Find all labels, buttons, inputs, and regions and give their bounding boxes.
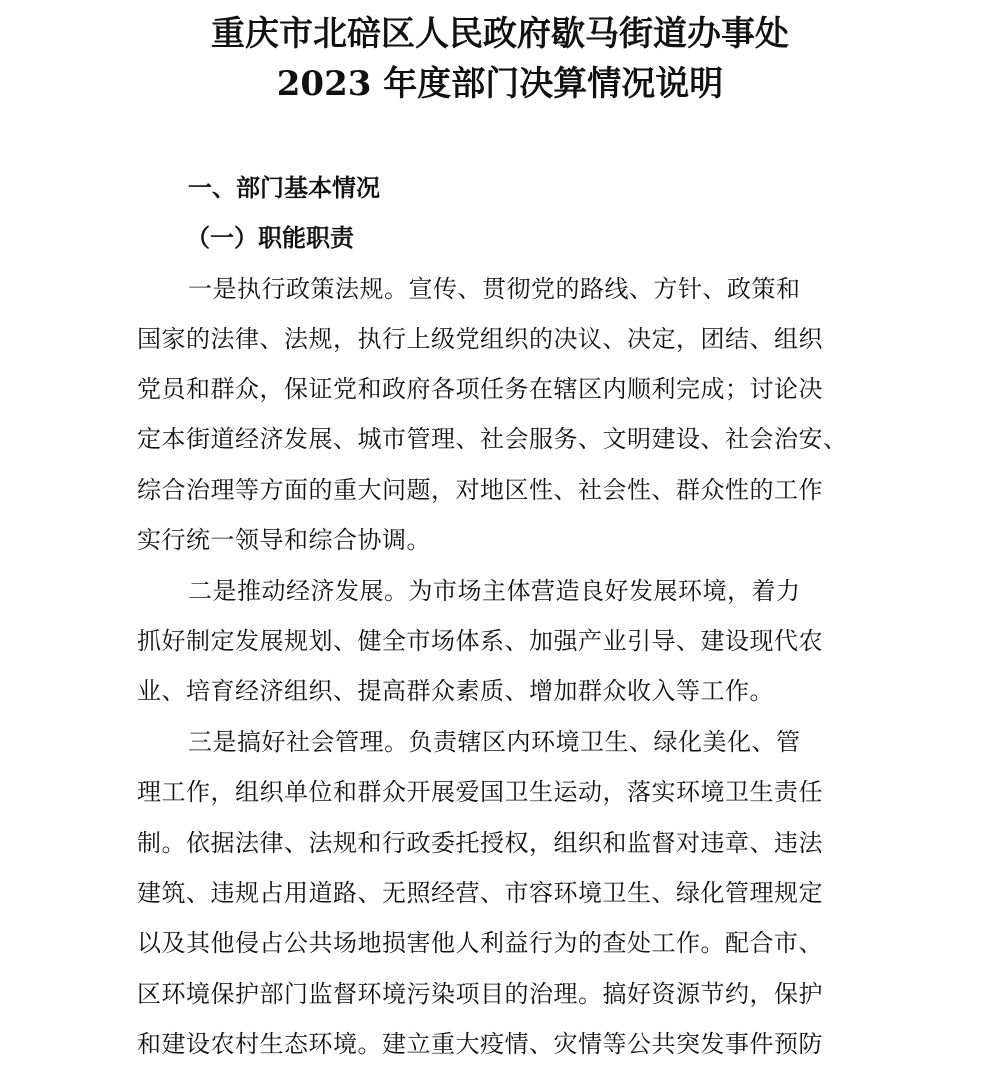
- paragraph-line: 实行统一领导和综合协调。: [137, 526, 431, 554]
- paragraph-line: 定本街道经济发展、城市管理、社会服务、文明建设、社会治安、: [137, 425, 848, 453]
- paragraph-line: 国家的法律、法规，执行上级党组织的决议、决定，团结、组织: [137, 325, 823, 353]
- paragraph-line: 理工作，组织单位和群众开展爱国卫生运动，落实环境卫生责任: [137, 778, 823, 806]
- section-heading-basic-info: 一、部门基本情况: [188, 174, 380, 202]
- document-title-line2: 2023 年度部门决算情况说明: [276, 64, 724, 104]
- paragraph-line: 业、培育经济组织、提高群众素质、增加群众收入等工作。: [137, 677, 774, 705]
- paragraph-line: 抓好制定发展规划、健全市场体系、加强产业引导、建设现代农: [137, 627, 823, 655]
- paragraph-line: 二是推动经济发展。为市场主体营造良好发展环境，着力: [188, 577, 801, 605]
- subsection-heading-functions: （一）职能职责: [186, 223, 354, 252]
- paragraph-line: 建筑、违规占用道路、无照经营、市容环境卫生、绿化管理规定: [137, 879, 823, 907]
- paragraph-line: 一是执行政策法规。宣传、贯彻党的路线、方针、政策和: [188, 275, 801, 303]
- paragraph-line: 三是搞好社会管理。负责辖区内环境卫生、绿化美化、管: [188, 728, 801, 756]
- paragraph-line: 区环境保护部门监督环境污染项目的治理。搞好资源节约，保护: [137, 980, 823, 1008]
- paragraph-line: 以及其他侵占公共场地损害他人利益行为的查处工作。配合市、: [137, 929, 823, 957]
- paragraph-line: 和建设农村生态环境。建立重大疫情、灾情等公共突发事件预防: [137, 1030, 823, 1058]
- document-title-line1: 重庆市北碚区人民政府歇马街道办事处: [211, 14, 789, 54]
- paragraph-line: 综合治理等方面的重大问题，对地区性、社会性、群众性的工作: [137, 476, 823, 504]
- paragraph-line: 党员和群众，保证党和政府各项任务在辖区内顺利完成；讨论决: [137, 375, 823, 403]
- paragraph-line: 制。依据法律、法规和行政委托授权，组织和监督对违章、违法: [137, 829, 823, 857]
